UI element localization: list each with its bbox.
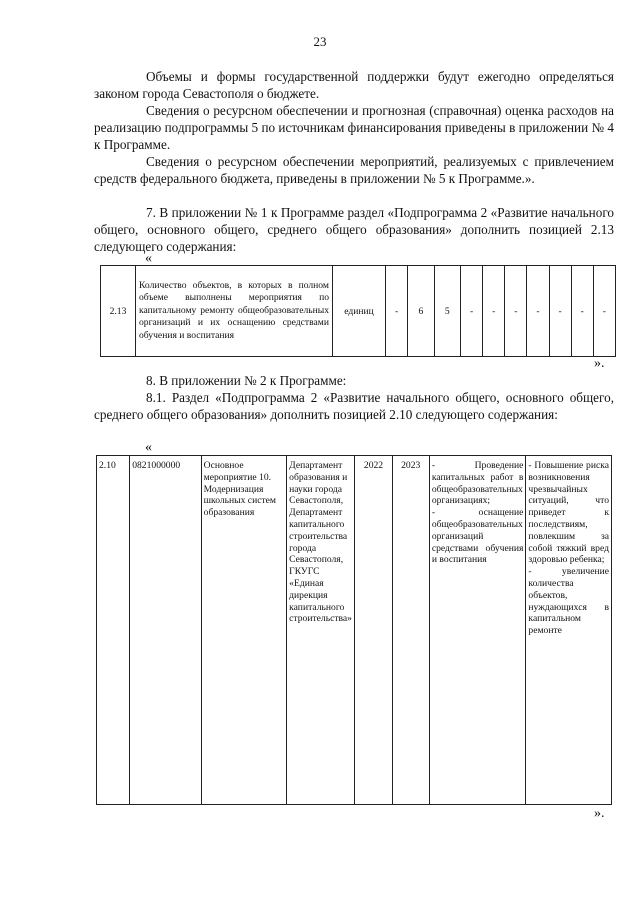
paragraph-support: Объемы и формы государственной поддержки будут ежегодно определяться законом города Севастополя о бюджете. <box>94 69 614 101</box>
value-cell: - <box>527 266 549 357</box>
open-quote-1: « <box>145 251 152 266</box>
risks-cell: - Повышение риска возникновения чрезвычайных ситуаций, что приведет к последствиям, повлекшим за собой тяжкий вред здоровью ребенка; - увеличение количества объектов, нуждающихся в капитальном ремонте <box>526 456 612 805</box>
table-row <box>101 266 616 357</box>
value-cell: 6 <box>408 266 434 357</box>
executor-cell: Департамент образования и науки города Севастополя, Департамент капитального строительства города Севастополя, ГКУГС «Единая дирекция капитального строительства» <box>287 456 355 805</box>
row-number: 2.10 <box>97 456 130 805</box>
value-cell: - <box>461 266 483 357</box>
paragraph-resources: Сведения о ресурсном обеспечении и прогнозная (справочная) оценка расходов на реализацию подпрограммы 5 по источникам финансирования приведены в приложении № 4 к Программе. <box>94 103 614 152</box>
value-cell: - <box>593 266 615 357</box>
close-quote-1: ». <box>594 356 605 371</box>
paragraph-item-7: 7. В приложении № 1 к Программе раздел «Подпрограмма 2 «Развитие начального общего, основного общего, среднего общего образования» дополнить позицией 2.13 следующего содержания: <box>94 205 614 254</box>
end-year: 2023 <box>392 456 429 805</box>
open-quote-2: « <box>145 440 152 455</box>
value-cell: - <box>483 266 505 357</box>
unit-cell: единиц <box>333 266 386 357</box>
value-cell: - <box>386 266 408 357</box>
paragraph-item-8-1: 8.1. Раздел «Подпрограмма 2 «Развитие начального общего, основного общего, среднего общего образования» дополнить позицией 2.10 следующего содержания: <box>94 390 614 422</box>
indicator-description: Количество объектов, в которых в полном объеме выполнены мероприятия по капитальному ремонту общеобразовательных организаций и их оснащению средствами обучения и воспитания <box>136 266 333 357</box>
value-cell: - <box>549 266 571 357</box>
measure-table <box>96 455 612 805</box>
paragraph-federal: Сведения о ресурсном обеспечении мероприятий, реализуемых с привлечением средств федерального бюджета, приведены в приложении № 5 к Программе.». <box>94 154 614 186</box>
value-cell: - <box>505 266 527 357</box>
expected-results: - Проведение капитальных работ в общеобразовательных организациях; - оснащение общеобразовательных организаций средствами обучения и воспитания <box>429 456 526 805</box>
start-year: 2022 <box>355 456 392 805</box>
page-number: 23 <box>313 34 327 49</box>
code-cell: 0821000000 <box>130 456 201 805</box>
measure-name: Основное мероприятие 10. Модернизация школьных систем образования <box>201 456 287 805</box>
value-cell: - <box>571 266 593 357</box>
indicator-table <box>100 265 616 357</box>
table-row <box>97 456 612 805</box>
paragraph-item-8: 8. В приложении № 2 к Программе: <box>146 373 347 388</box>
value-cell: 5 <box>434 266 460 357</box>
close-quote-2: ». <box>594 806 605 821</box>
row-number: 2.13 <box>101 266 136 357</box>
